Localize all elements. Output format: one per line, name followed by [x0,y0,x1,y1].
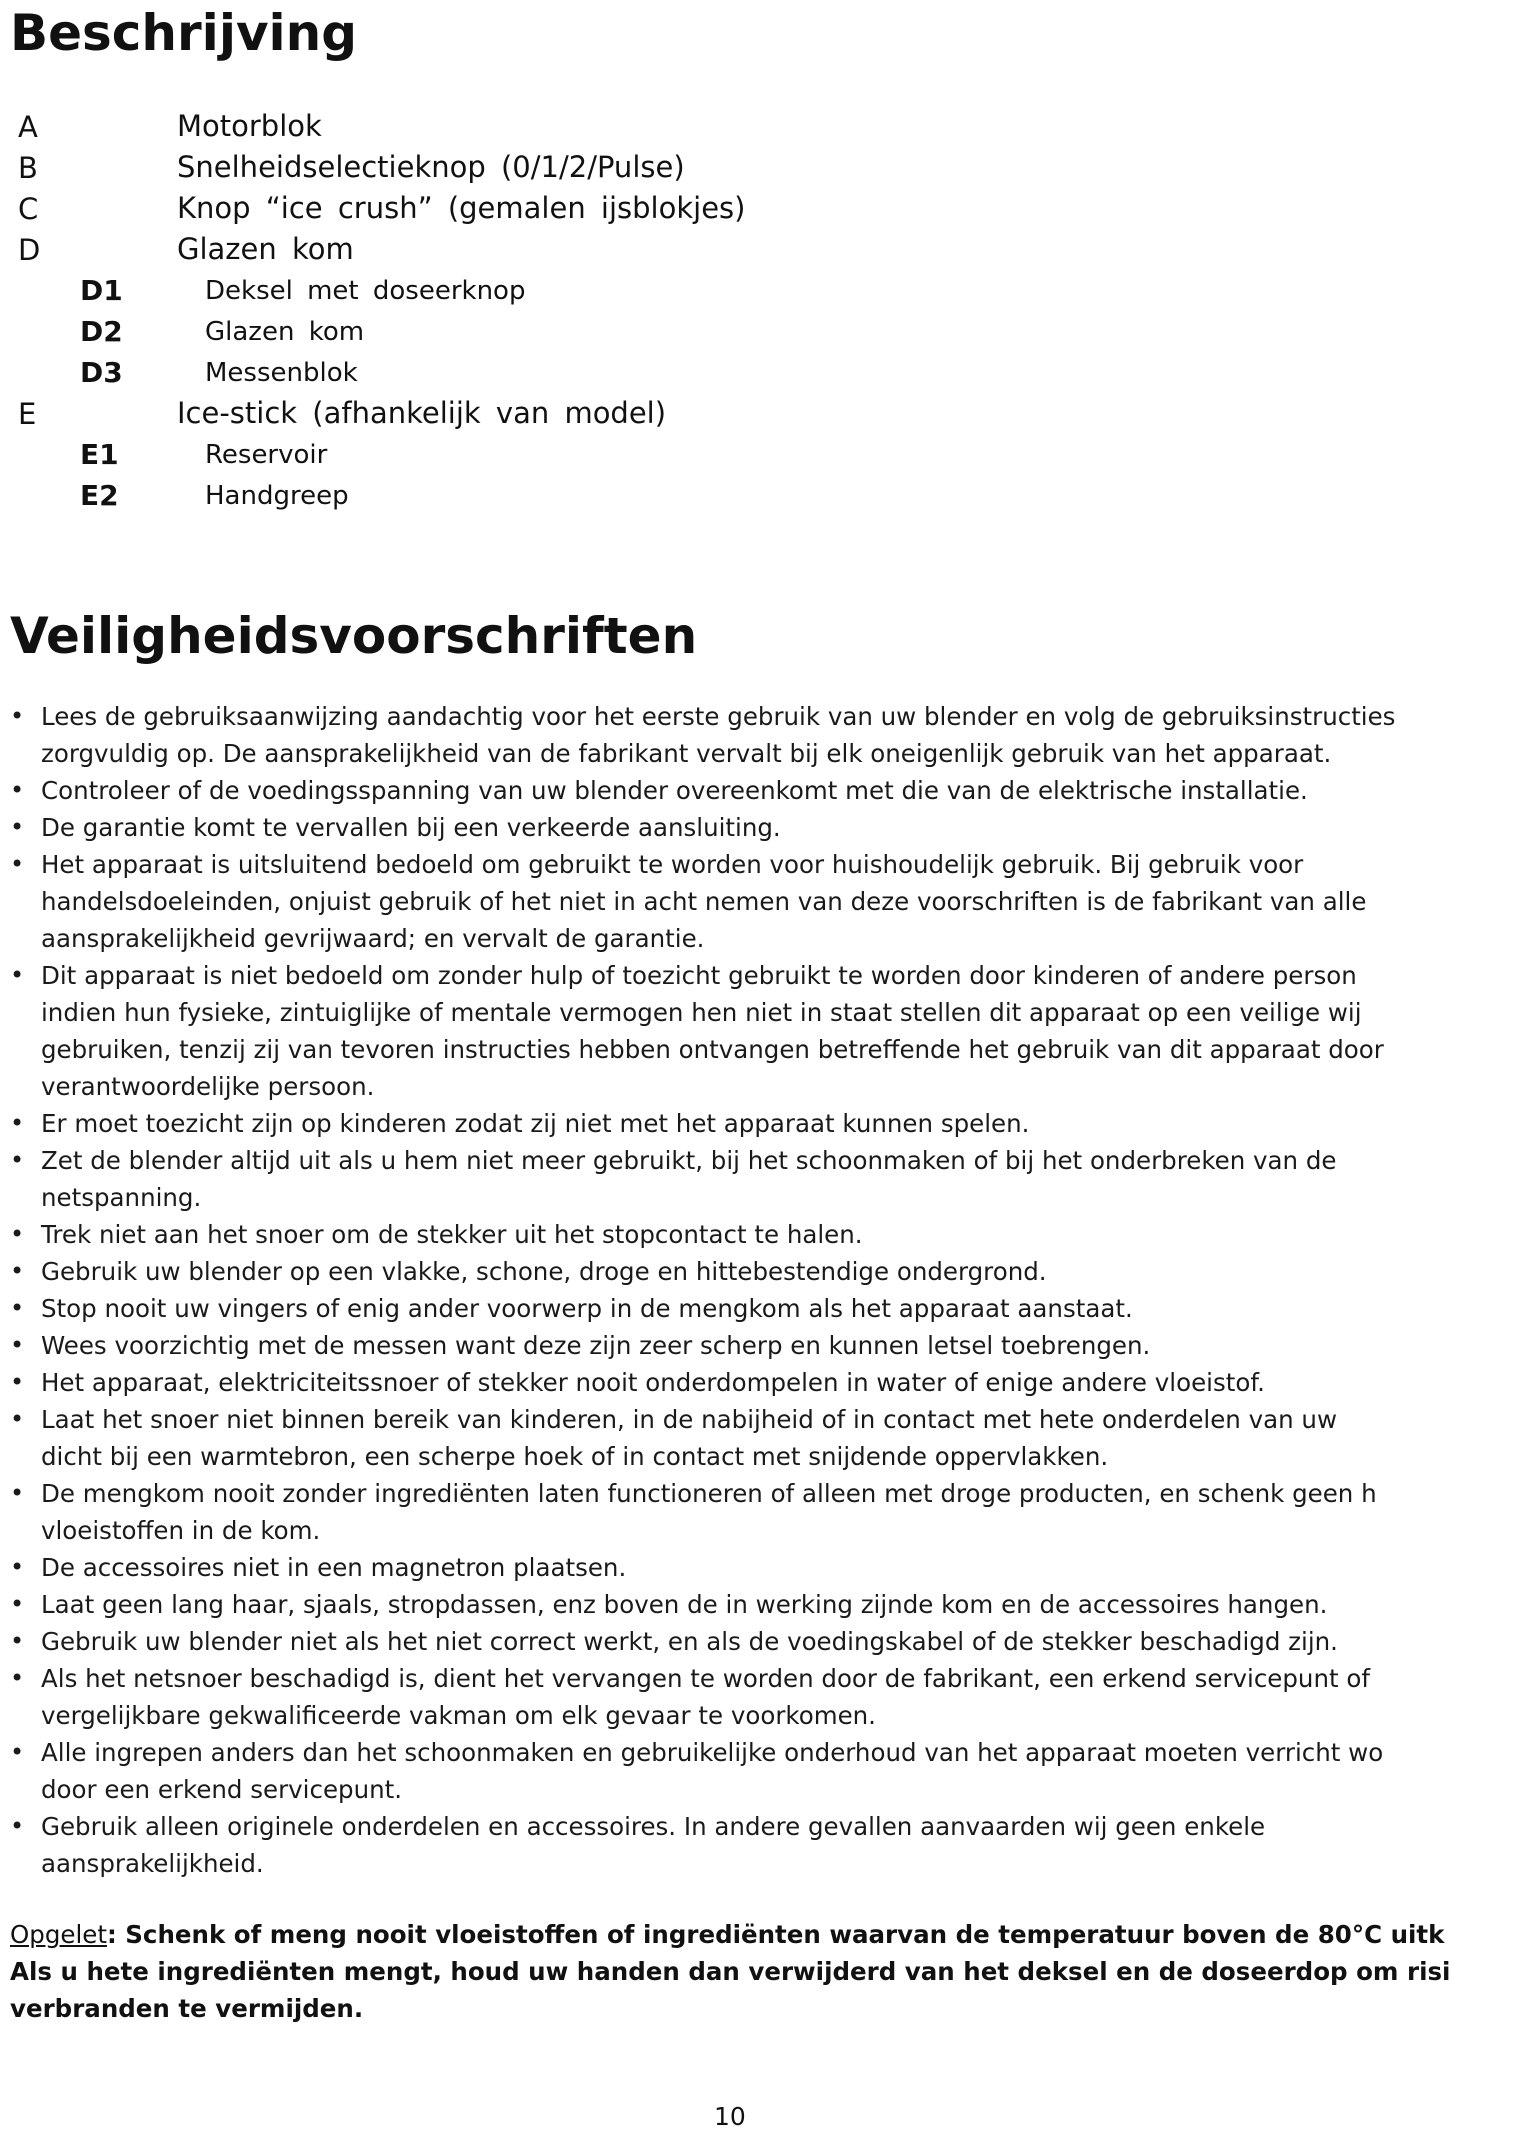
subpart-row [0,313,1000,354]
subpart-row [0,354,1000,395]
subpart-label: Messenblok [205,358,358,388]
warning-text: : Schenk of meng nooit vloeistoffen of ingrediënten waarvan de temperatuur boven de 80°C uitk Als u hete ingrediënten mengt, houd uw handen dan verwijderd van het deksel en de doseerdop om risi verbranden te vermijden. [10,1920,1451,2023]
subpart-row [0,436,1000,477]
part-code: B [18,151,38,185]
safety-rule: • Stop nooit uw vingers of enig ander voorwerp in de mengkom als het apparaat aanstaat. [10,1290,1516,1327]
subpart-code: D3 [80,356,123,389]
safety-rule: • Wees voorzichtig met de messen want deze zijn zeer scherp en kunnen letsel toebrengen. [10,1327,1516,1364]
subpart-label: Deksel met doseerknop [205,276,526,306]
subpart-label: Handgreep [205,481,349,511]
subpart-row [0,477,1000,518]
safety-rule: • Alle ingrepen anders dan het schoonmaken en gebruikelijke onderhoud van het apparaat moeten verricht wo door een erkend servicepunt. [10,1734,1516,1808]
page-number: 10 [714,2102,746,2131]
safety-rule: • Trek niet aan het snoer om de stekker uit het stopcontact te halen. [10,1216,1516,1253]
safety-rule: • Gebruik alleen originele onderdelen en accessoires. In andere gevallen aanvaarden wij geen enkele aansprakelijkheid. [10,1808,1516,1882]
part-row [0,395,1000,436]
safety-rule: • De mengkom nooit zonder ingrediënten laten functioneren of alleen met droge producten, en schenk geen h vloeistoffen in de kom. [10,1475,1516,1549]
subpart-label: Reservoir [205,440,328,470]
parts-list [0,108,1000,518]
subpart-code: D2 [80,315,123,348]
subpart-code: E2 [80,479,119,512]
part-label: Snelheidselectieknop (0/1/2/Pulse) [177,150,685,184]
safety-rule: • Zet de blender altijd uit als u hem niet meer gebruikt, bij het schoonmaken of bij het onderbreken van de netspanning. [10,1142,1516,1216]
description-heading: Beschrijving [10,4,358,62]
part-code: D [18,233,41,267]
part-row [0,108,1000,149]
safety-rule: • Controleer of de voedingsspanning van uw blender overeenkomt met die van de elektrische installatie. [10,772,1516,809]
safety-heading: Veiligheidsvoorschriften [10,607,698,665]
safety-rule: • Laat het snoer niet binnen bereik van kinderen, in de nabijheid of in contact met hete onderdelen van uw dicht bij een warmtebron, een scherpe hoek of in contact met snijdende oppervlakken. [10,1401,1516,1475]
safety-rule: • Er moet toezicht zijn op kinderen zodat zij niet met het apparaat kunnen spelen. [10,1105,1516,1142]
part-label: Knop “ice crush” (gemalen ijsblokjes) [177,191,746,225]
part-row [0,190,1000,231]
subpart-code: D1 [80,274,123,307]
warning-lead: Opgelet [10,1920,107,1949]
part-label: Motorblok [177,109,322,143]
safety-rules-list [10,698,1516,1882]
safety-rule: • De garantie komt te vervallen bij een verkeerde aansluiting. [10,809,1516,846]
part-code: A [18,110,38,144]
part-code: E [18,397,37,431]
safety-rule: • Lees de gebruiksaanwijzing aandachtig voor het eerste gebruik van uw blender en volg de gebruiksinstructies zorgvuldig op. De aansprakelijkheid van de fabrikant vervalt bij elk oneigenlijk gebruik van het apparaat. [10,698,1516,772]
safety-rule: • Het apparaat is uitsluitend bedoeld om gebruikt te worden voor huishoudelijk gebruik. Bij gebruik voor handelsdoeleinden, onjuist gebruik of het niet in acht nemen van deze voorschriften is de fabrikant van alle aansprakelijkheid gevrijwaard; en vervalt de garantie. [10,846,1516,957]
safety-rule: • Als het netsnoer beschadigd is, dient het vervangen te worden door de fabrikant, een erkend servicepunt of vergelijkbare gekwalificeerde vakman om elk gevaar te voorkomen. [10,1660,1516,1734]
safety-rule: • Het apparaat, elektriciteitssnoer of stekker nooit onderdompelen in water of enige andere vloeistof. [10,1364,1516,1401]
part-row [0,149,1000,190]
part-code: C [18,192,39,226]
warning-note [10,1916,1516,2027]
subpart-code: E1 [80,438,119,471]
safety-rule: • Gebruik uw blender niet als het niet correct werkt, en als de voedingskabel of de stekker beschadigd zijn. [10,1623,1516,1660]
safety-rule: • De accessoires niet in een magnetron plaatsen. [10,1549,1516,1586]
part-label: Glazen kom [177,232,354,266]
safety-rule: • Dit apparaat is niet bedoeld om zonder hulp of toezicht gebruikt te worden door kinderen of andere person indien hun fysieke, zintuiglijke of mentale vermogen hen niet in staat stellen dit apparaat op een veilige wij gebruiken, tenzij zij van tevoren instructies hebben ontvangen betreffende het gebruik van dit apparaat door verantwoordelijke persoon. [10,957,1516,1105]
safety-rule: • Laat geen lang haar, sjaals, stropdassen, enz boven de in werking zijnde kom en de accessoires hangen. [10,1586,1516,1623]
subpart-label: Glazen kom [205,317,365,347]
part-row [0,231,1000,272]
subpart-row [0,272,1000,313]
safety-rule: • Gebruik uw blender op een vlakke, schone, droge en hittebestendige ondergrond. [10,1253,1516,1290]
part-label: Ice-stick (afhankelijk van model) [177,396,667,430]
